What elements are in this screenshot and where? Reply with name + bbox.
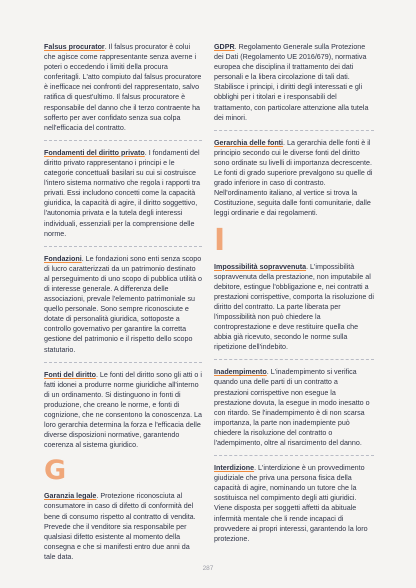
entry-divider: [44, 140, 202, 141]
glossary-entry-impossibilita: [214, 262, 374, 353]
entry-text: . Le fonti del diritto sono gli atti o i fatti idonei a produrre norme giuridiche all'interno di un ordinamento. Si distinguono in fonti di produzione, che creano le norme, e fonti di cognizione, che ne consentono la conoscenza. La loro gerarchia determina la forza e l'efficacia delle diverse disposizioni normative, garantendo coerenza al sistema giuridico.: [44, 370, 203, 450]
entry-term: Fondamenti del diritto privato: [44, 148, 145, 157]
entry-term: Falsus procurator: [44, 43, 105, 51]
entry-text: . I fondamenti del diritto privato rappresentano i principi e le categorie concettuali basilari su cui si costruisce l'intero sistema normativo che regola i rapporti tra privati. Essi includono concetti come la capacità giuridica, la capacità di agire, il diritto soggettivo, l'autonomia privata e la tutela degli interessi individuali, essenziali per la comprensione delle norme.: [44, 148, 201, 238]
glossary-entry-garanzia-legale: [44, 491, 202, 562]
glossary-entry-gerarchia: [214, 138, 374, 219]
page-number: 287: [202, 565, 214, 572]
glossary-entry-fondazioni: [44, 254, 202, 355]
glossary-entry-inadempimento: [214, 367, 374, 448]
entry-text: . L'impossibilità sopravvenuta della prestazione, non imputabile al debitore, estingue l'obbligazione e, nei contratti a prestazioni corrispettive, comporta la risoluzione di diritto del contratto. La parte liberata per l'impossibilità non può chiedere la controprestazione e deve restituire quella che abbia già ricevuto, secondo le norme sulla ripetizione dell'indebito.: [214, 262, 374, 352]
entry-text: . La gerarchia delle fonti è il principio secondo cui le diverse fonti del diritto sono ordinate su livelli di importanza decrescente. Le fonti di grado superiore prevalgono su quelle di grado inferiore in caso di contrasto. Nell'ordinamento italiano, al vertice si trova la Costituzione, seguita dalle fonti comunitarie, dalle leggi ordinarie e dai regolamenti.: [214, 138, 373, 218]
entry-term: Impossibilità sopravvenuta: [214, 262, 307, 271]
section-letter-g: G: [44, 455, 67, 487]
entry-term: Inadempimento: [214, 368, 267, 377]
entry-divider: [214, 359, 374, 360]
entry-divider: [44, 246, 202, 247]
entry-text: . Protezione riconosciuta al consumatore in caso di difetto di conformità del bene di consumo rispetto al contratto di vendita. Prevede che il venditore sia responsabile per qualsiasi difetto esistente al momento della consegna e che si manifesti entro due anni da tale data.: [44, 492, 196, 561]
entry-text: . Le fondazioni sono enti senza scopo di lucro caratterizzati da un patrimonio destinato al perseguimento di uno scopo di pubblica utilità o di interesse generale. A differenza delle associazioni, prevale l'elemento patrimoniale su quello personale. Sono sempre riconosciute e dotate di personalità giuridica, sottoposte a controllo governativo per garantire la corretta gestione del patrimonio e il rispetto dello scopo statutario.: [44, 254, 202, 354]
entry-term: Gerarchia delle fonti: [214, 138, 284, 147]
entry-term: Garanzia legale: [44, 492, 97, 501]
entry-text: . L'inadempimento si verifica quando una delle parti di un contratto a prestazioni corrispettive non esegue la prestazione dovuta, la esegue in modo inesatto o con ritardo. Se l'inadempimento è di non scarsa importanza, la parte non inadempiente può chiedere la risoluzione del contratto o l'adempimento, oltre al risarcimento del danno.: [214, 368, 370, 447]
glossary-entry-fonti: [44, 370, 202, 451]
entry-text: . Regolamento Generale sulla Protezione dei Dati (Regolamento UE 2016/679), normativa europea che disciplina il trattamento dei dati personali e la libera circolazione di tali dati. Stabilisce i principi, i diritti degli interessati e gli obblighi per i titolari e i responsabili del trattamento, con particolare attenzione alla tutela dei minori.: [214, 43, 369, 122]
entry-term: GDPR: [214, 43, 235, 51]
entry-term: Interdizione: [214, 464, 255, 473]
glossary-entry-fondamenti: [44, 148, 202, 239]
entry-term: Fondazioni: [44, 254, 82, 263]
entry-text: . Il falsus procurator è colui che agisce come rappresentante senza averne i poteri o eccedendo i limiti della procura conferitagli. L'atto compiuto dal falsus procuratore è inefficace nei confronti del rappresentato, salvo ratifica di quest'ultimo. Il falsus procuratore è responsabile del danno che il terzo contraente ha sofferto per aver confidato senza sua colpa nell'efficacia del contratto.: [44, 43, 202, 132]
glossary-entry-interdizione: [214, 463, 374, 544]
entry-divider: [44, 362, 202, 363]
entry-divider: [214, 455, 374, 456]
glossary-entry-falsus-procurator: [44, 42, 202, 133]
entry-divider: [214, 130, 374, 131]
section-letter-i: I: [214, 222, 226, 258]
entry-term: Fonti del diritto: [44, 370, 96, 379]
right-column: [214, 42, 374, 551]
left-column: [44, 42, 202, 569]
glossary-entry-gdpr: [214, 42, 374, 123]
entry-text: . L'interdizione è un provvedimento giudiziale che priva una persona fisica della capacità di agire, nominando un tutore che la sostituisca nel compimento degli atti giuridici. Viene disposta per soggetti affetti da abituale infermità mentale che li rende incapaci di provvedere ai propri interessi, garantendo la loro protezione.: [214, 464, 368, 543]
